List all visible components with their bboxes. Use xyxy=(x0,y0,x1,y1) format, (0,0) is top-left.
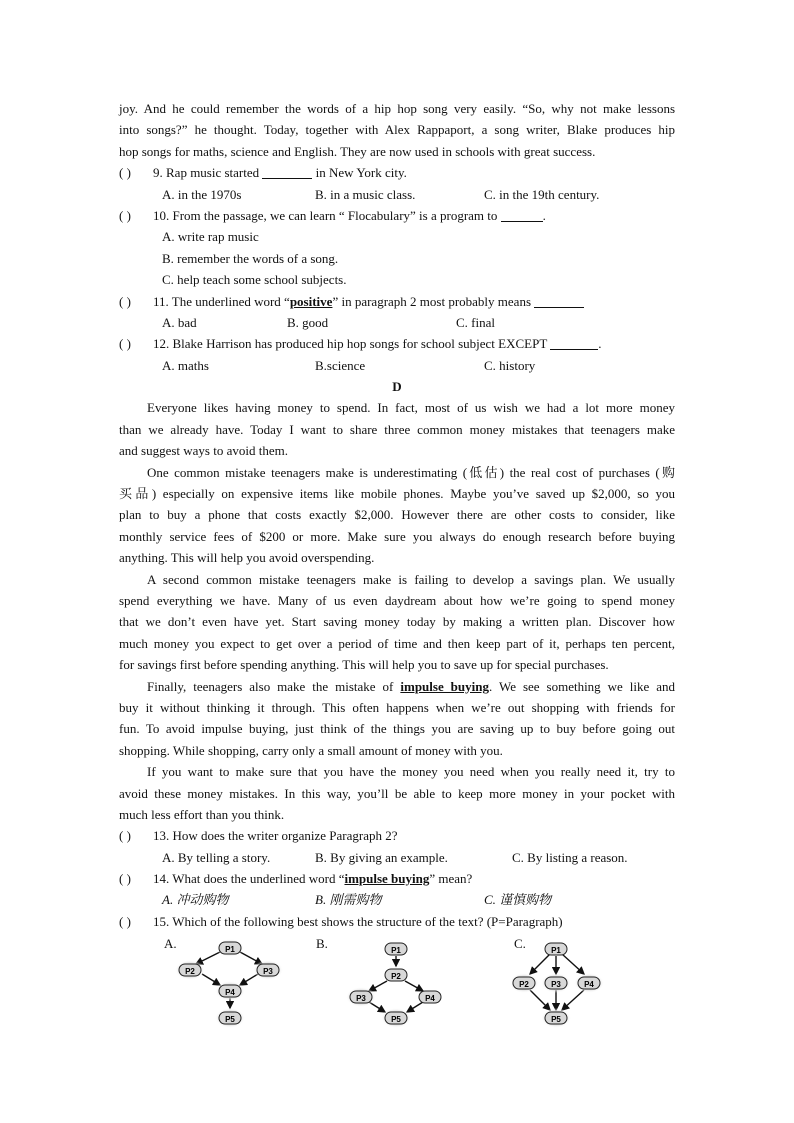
node-b-p2-label: P2 xyxy=(391,972,401,981)
option-15b-label: B. xyxy=(316,936,328,951)
passage-c-line-2: into songs?” he thought. Today, together with Alex Rappaport, a song writer, Blake produces hip xyxy=(119,122,675,138)
node-c-p5 xyxy=(541,1008,571,1028)
passage-d-p2-line-1: One common mistake teenagers make is underestimating (低估) the real cost of purchases (购 xyxy=(147,464,675,480)
diagram-option-a[interactable] xyxy=(160,934,290,1034)
passage-d-p1-line-2: than we already have. Today I want to share three common money mistakes that teenagers make xyxy=(119,421,675,437)
arrow-a-p1-p2 xyxy=(196,952,220,964)
node-a-p2-label: P2 xyxy=(185,967,195,976)
option-14b[interactable]: B. 刚需购物 xyxy=(315,892,382,908)
option-11a[interactable]: A. bad xyxy=(162,314,197,330)
node-b-p2 xyxy=(385,969,407,981)
arrow-c-p1-p2 xyxy=(530,954,550,974)
question-12: ( ) 12. Blake Harrison has produced hip hop songs for school subject EXCEPT . xyxy=(119,333,675,354)
question-9: ( ) 9. Rap music started in New York city. xyxy=(119,162,675,183)
node-a-p2 xyxy=(175,960,205,980)
node-c-p3-label: P3 xyxy=(551,980,561,989)
worksheet-page xyxy=(119,98,675,932)
question-13: ( ) 13. How does the writer organize Paragraph 2? xyxy=(119,825,675,846)
question-13-options xyxy=(119,847,675,868)
passage-d-p2-line-2: 买品) especially on expensive items like mobile phones. Maybe you’ve saved up $2,000, so you xyxy=(119,486,675,502)
arrow-c-p1-p4 xyxy=(562,954,584,974)
option-13a[interactable]: A. By telling a story. xyxy=(162,849,271,865)
passage-d-p4-line-1: Finally, teenagers also make the mistake of impulse buying. We see something we like and xyxy=(147,678,676,694)
passage-d-p2-line-3: plan to buy a phone that costs exactly $2,000. However there are other costs to consider, like xyxy=(119,507,675,523)
node-b-p3 xyxy=(346,987,376,1007)
passage-d-p5-line-1: If you want to make sure that you have the money you need when you really need it, try to xyxy=(147,764,675,780)
answer-bracket-12[interactable]: ( ) xyxy=(119,336,131,352)
arrow-c-p4-p5 xyxy=(562,990,584,1010)
answer-bracket-10[interactable]: ( ) xyxy=(119,207,131,223)
diagram-b-svg xyxy=(313,934,453,1030)
answer-bracket-9[interactable]: ( ) xyxy=(119,165,131,181)
passage-c-line-1: joy. And he could remember the words of a hip hop song very easily. “So, why not make lessons xyxy=(119,101,675,116)
node-c-p5-label: P5 xyxy=(551,1015,561,1024)
question-12-options xyxy=(119,355,675,376)
passage-d-p4-line-4: shopping. While shopping, carry only a small amount of money with you. xyxy=(119,742,503,758)
option-10c[interactable]: C. help teach some school subjects. xyxy=(162,272,347,288)
arrow-b-p2-p4 xyxy=(405,981,423,991)
underlined-word-positive: positive xyxy=(289,293,333,309)
diagram-option-b[interactable] xyxy=(313,934,453,1034)
diagram-a-svg xyxy=(160,934,290,1030)
option-10a[interactable]: A. write rap music xyxy=(162,229,259,245)
question-15: ( ) 15. Which of the following best shows the structure of the text? (P=Paragraph) xyxy=(119,911,675,932)
node-c-p2-label: P2 xyxy=(519,980,529,989)
blank-10[interactable] xyxy=(501,207,543,222)
option-9a[interactable]: A. in the 1970s xyxy=(162,186,242,202)
passage-d-p3-line-2: spend everything we have. Many of us even daydream about how we’re going to spend money xyxy=(119,592,675,608)
option-14a[interactable]: A. 冲动购物 xyxy=(162,892,229,908)
node-a-p5-label: P5 xyxy=(225,1015,235,1024)
option-15c-label: C. xyxy=(514,936,526,951)
node-a-p1-label: P1 xyxy=(225,945,235,954)
arrow-a-p3-p4 xyxy=(240,974,258,985)
passage-d-p3-line-3: that we don’t even have yet. Start saving money today by making a written plan. Discover how xyxy=(119,614,675,630)
passage-c-line-3: hop songs for maths, science and English. They are now used in schools with great success. xyxy=(119,143,596,159)
blank-12[interactable] xyxy=(550,335,598,350)
arrow-a-p2-p4 xyxy=(202,974,220,985)
arrow-b-p2-p3 xyxy=(369,981,387,991)
node-b-p1 xyxy=(385,943,407,955)
node-a-p1 xyxy=(216,939,244,957)
section-d-heading: D xyxy=(392,379,402,395)
node-a-p4 xyxy=(215,981,245,1001)
diagram-option-c[interactable] xyxy=(512,934,622,1034)
underlined-word-impulse-buying: impulse buying xyxy=(400,678,489,694)
option-12b[interactable]: B.science xyxy=(315,357,366,373)
node-c-p1 xyxy=(545,943,567,955)
node-a-p3-label: P3 xyxy=(263,967,273,976)
answer-bracket-15[interactable]: ( ) xyxy=(119,913,131,929)
option-11b[interactable]: B. good xyxy=(287,314,329,330)
underlined-word-impulse-buying-q14: impulse buying xyxy=(344,871,430,887)
passage-d-p3-line-4: much money you expect to get over a period of time and then keep part of it, perhaps ten percent, xyxy=(119,635,675,651)
answer-bracket-11[interactable]: ( ) xyxy=(119,293,131,309)
option-13b[interactable]: B. By giving an example. xyxy=(315,849,448,865)
blank-11[interactable] xyxy=(534,293,584,308)
option-9c[interactable]: C. in the 19th century. xyxy=(484,186,600,202)
option-15a-label: A. xyxy=(164,936,177,951)
question-14-options xyxy=(119,889,675,910)
passage-d-p1-line-1: Everyone likes having money to spend. In fact, most of us wish we had a lot more money xyxy=(147,400,675,416)
option-11c[interactable]: C. final xyxy=(456,314,495,330)
option-14c[interactable]: C. 谨慎购物 xyxy=(484,892,552,908)
option-13c[interactable]: C. By listing a reason. xyxy=(512,849,628,865)
node-c-p2 xyxy=(512,973,539,993)
node-a-p5 xyxy=(215,1008,245,1028)
node-c-p3 xyxy=(541,973,571,993)
blank-9[interactable] xyxy=(262,164,312,179)
passage-d-p3-line-5: for savings first before spending anything. This will help you to save up for special purchases. xyxy=(119,657,609,673)
passage-d-p5-line-2: avoid these money mistakes. In this way, you’ll be able to keep more money in your pocket with xyxy=(119,785,675,801)
passage-d-p4-line-2: buy it without thinking it through. This often happens when we’re out shopping with friends for xyxy=(119,699,675,715)
question-11: ( ) 11. The underlined word “positive” in paragraph 2 most probably means xyxy=(119,291,675,312)
question-11-options xyxy=(119,312,675,333)
node-b-p4 xyxy=(419,991,441,1003)
node-a-p3 xyxy=(253,960,283,980)
node-c-p1-label: P1 xyxy=(551,946,561,955)
passage-d-p2-line-4: monthly service fees of $200 or more. Make sure you always do enough research before buying xyxy=(119,528,675,544)
node-b-p1-label: P1 xyxy=(391,946,401,955)
diagram-c-svg xyxy=(512,934,622,1030)
passage-d-p5-line-3: much less effort than you think. xyxy=(119,806,285,822)
node-c-p4-label: P4 xyxy=(584,980,594,989)
arrow-b-p4-p5 xyxy=(407,1002,423,1012)
passage-d-p1-line-3: and suggest ways to avoid them. xyxy=(119,443,288,459)
question-9-options xyxy=(119,184,675,205)
question-10: ( ) 10. From the passage, we can learn “ Flocabulary” is a program to . xyxy=(119,205,675,226)
passage-d-p3-line-1: A second common mistake teenagers make is failing to develop a savings plan. We usually xyxy=(147,571,675,587)
passage-d-p2-line-5: anything. This will help you avoid overspending. xyxy=(119,550,375,566)
answer-bracket-13[interactable]: ( ) xyxy=(119,828,131,844)
answer-bracket-14[interactable]: ( ) xyxy=(119,871,131,887)
node-c-p4 xyxy=(574,973,604,993)
node-b-p5 xyxy=(381,1008,411,1028)
node-a-p4-label: P4 xyxy=(225,988,235,997)
arrow-c-p2-p5 xyxy=(530,990,550,1010)
option-9b[interactable]: B. in a music class. xyxy=(315,186,416,202)
node-b-p3-label: P3 xyxy=(356,994,366,1003)
option-12a[interactable]: A. maths xyxy=(162,357,209,373)
option-12c[interactable]: C. history xyxy=(484,357,536,373)
question-14: ( ) 14. What does the underlined word “impulse buying” mean? xyxy=(119,868,675,889)
node-b-p5-label: P5 xyxy=(391,1015,401,1024)
node-b-p4-label: P4 xyxy=(425,994,435,1003)
option-10b[interactable]: B. remember the words of a song. xyxy=(162,250,339,266)
passage-d-p4-line-3: fun. To avoid impulse buying, just think of the things you are saving up to buy before going out xyxy=(119,721,675,737)
